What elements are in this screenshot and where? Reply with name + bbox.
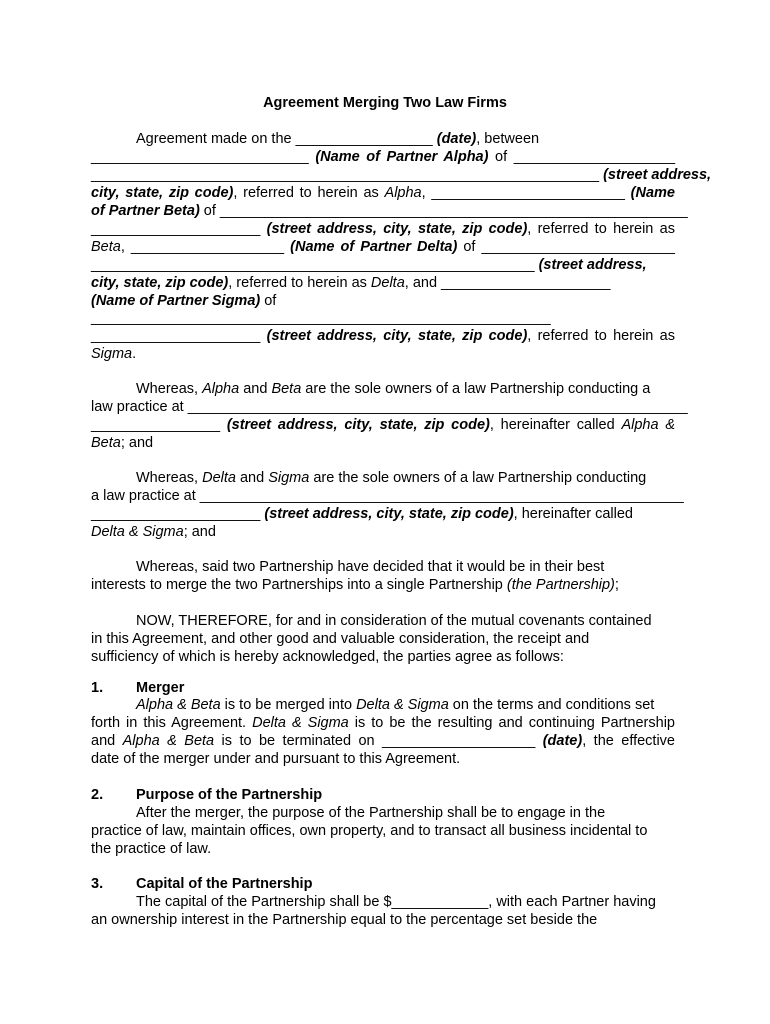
intro-line-6: _____________________ (street address, city, state, zip code), referred to herein as	[91, 221, 675, 237]
section-2-heading: Purpose of the Partnership	[136, 787, 323, 803]
section-3-heading: Capital of the Partnership	[136, 876, 313, 892]
section-1-number: 1.	[91, 680, 104, 696]
whereas1-line-1: Whereas, Alpha and Beta are the sole owners of a law Partnership conducting a	[136, 381, 651, 397]
intro-line-5: of Partner Beta) of __________________________________________________________	[91, 203, 688, 219]
intro-line-1: Agreement made on the _________________ (date), between	[136, 131, 540, 147]
intro-line-8: _______________________________________________________ (street address,	[91, 257, 647, 273]
whereas1-line-2: law practice at ______________________________________________________________	[91, 399, 688, 415]
intro-line-12: _____________________ (street address, city, state, zip code), referred to herein as	[91, 328, 675, 344]
whereas1-line-3: ________________ (street address, city, state, zip code), hereinafter called Alpha &	[91, 417, 675, 433]
now-line-1: NOW, THEREFORE, for and in consideration of the mutual covenants contained	[136, 613, 652, 629]
document-title: Agreement Merging Two Law Firms	[263, 95, 507, 111]
now-line-2: in this Agreement, and other good and valuable consideration, the receipt and	[91, 631, 590, 647]
intro-line-3: _______________________________________________________________ (street address,	[91, 167, 712, 183]
section-1-line-1: Alpha & Beta is to be merged into Delta & Sigma on the terms and conditions set	[136, 697, 655, 713]
section-1-line-3: and Alpha & Beta is to be terminated on ___________________ (date), the effective	[91, 733, 675, 749]
now-line-3: sufficiency of which is hereby acknowledged, the parties agree as follows:	[91, 649, 564, 665]
whereas3-line-1: Whereas, said two Partnership have decided that it would be in their best	[136, 559, 605, 575]
section-1-line-2: forth in this Agreement. Delta & Sigma is to be the resulting and continuing Partnership	[91, 715, 675, 731]
section-3-number: 3.	[91, 876, 104, 892]
whereas2-line-3: _____________________ (street address, city, state, zip code), hereinafter called	[91, 506, 633, 522]
whereas2-line-4: Delta & Sigma; and	[91, 524, 216, 540]
section-1-line-4: date of the merger under and pursuant to this Agreement.	[91, 751, 461, 767]
section-2-line-3: the practice of law.	[91, 841, 212, 857]
whereas3-line-2: interests to merge the two Partnerships into a single Partnership (the Partnership);	[91, 577, 619, 593]
section-2-line-2: practice of law, maintain offices, own property, and to transact all business incidental to	[91, 823, 648, 839]
section-2-number: 2.	[91, 787, 104, 803]
intro-line-11: _________________________________________________________	[91, 310, 551, 326]
intro-line-7: Beta, ___________________ (Name of Partner Delta) of ________________________	[91, 239, 675, 255]
section-2-line-1: After the merger, the purpose of the Partnership shall be to engage in the	[136, 805, 606, 821]
whereas2-line-2: a law practice at ____________________________________________________________	[91, 488, 684, 504]
section-1-heading: Merger	[136, 680, 185, 696]
whereas1-line-4: Beta; and	[91, 435, 154, 451]
section-3-line-1: The capital of the Partnership shall be $____________, with each Partner having	[136, 894, 656, 910]
section-3-line-2: an ownership interest in the Partnership equal to the percentage set beside the	[91, 912, 598, 928]
intro-line-13: Sigma.	[91, 346, 137, 362]
intro-line-2: ___________________________ (Name of Partner Alpha) of ____________________	[91, 149, 676, 165]
whereas2-line-1: Whereas, Delta and Sigma are the sole owners of a law Partnership conducting	[136, 470, 647, 486]
intro-line-10: (Name of Partner Sigma) of	[91, 293, 277, 309]
intro-line-4: city, state, zip code), referred to herein as Alpha, ________________________ (Name	[91, 185, 675, 201]
intro-line-9: city, state, zip code), referred to herein as Delta, and _____________________	[91, 275, 611, 291]
